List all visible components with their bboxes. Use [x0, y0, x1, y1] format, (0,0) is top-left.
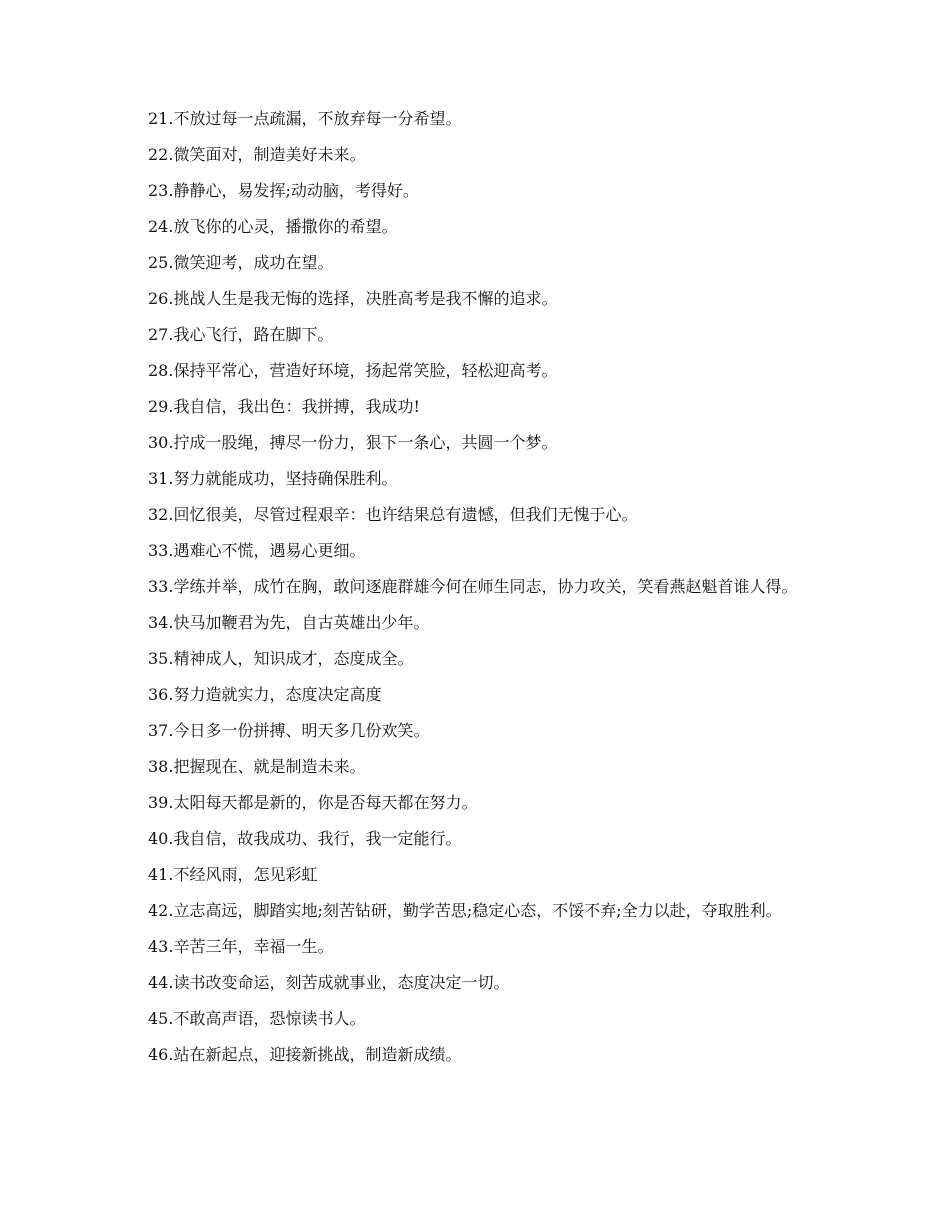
list-item: 31.努力就能成功，坚持确保胜利。 — [148, 469, 398, 488]
list-item: 46.站在新起点，迎接新挑战，制造新成绩。 — [148, 1045, 462, 1064]
list-item: 45.不敢高声语，恐惊读书人。 — [148, 1009, 366, 1028]
list-item: 33.学练并举，成竹在胸，敢问逐鹿群雄今何在师生同志，协力攻关，笑看燕赵魁首谁人得。 — [148, 577, 798, 596]
list-item: 42.立志高远，脚踏实地;刻苦钻研，勤学苦思;稳定心态，不馁不弃;全力以赴，夺取胜利。 — [148, 901, 782, 920]
list-item: 32.回忆很美，尽管过程艰辛：也许结果总有遗憾，但我们无愧于心。 — [148, 505, 638, 524]
list-item: 41.不经风雨，怎见彩虹 — [148, 865, 318, 884]
list-item: 23.静静心，易发挥;动动脑，考得好。 — [148, 181, 419, 200]
list-item: 43.辛苦三年，幸福一生。 — [148, 937, 334, 956]
list-item: 44.读书改变命运，刻苦成就事业，态度决定一切。 — [148, 973, 510, 992]
document-body — [112, 110, 827, 1082]
list-item: 37.今日多一份拼搏、明天多几份欢笑。 — [148, 721, 430, 740]
list-item: 29.我自信，我出色：我拼搏，我成功! — [148, 397, 420, 416]
list-item: 28.保持平常心，营造好环境，扬起常笑脸，轻松迎高考。 — [148, 361, 558, 380]
list-item: 24.放飞你的心灵，播撒你的希望。 — [148, 217, 398, 236]
list-item: 21.不放过每一点疏漏，不放弃每一分希望。 — [148, 109, 462, 128]
list-item: 39.太阳每天都是新的，你是否每天都在努力。 — [148, 793, 478, 812]
list-item: 38.把握现在、就是制造未来。 — [148, 757, 366, 776]
list-item: 22.微笑面对，制造美好未来。 — [148, 145, 366, 164]
list-item: 35.精神成人，知识成才，态度成全。 — [148, 649, 414, 668]
list-item: 30.拧成一股绳，搏尽一份力，狠下一条心，共圆一个梦。 — [148, 433, 558, 452]
list-item: 40.我自信，故我成功、我行，我一定能行。 — [148, 829, 462, 848]
list-item: 27.我心飞行，路在脚下。 — [148, 325, 334, 344]
list-item: 33.遇难心不慌，遇易心更细。 — [148, 541, 366, 560]
list-item: 36.努力造就实力，态度决定高度 — [148, 685, 382, 704]
list-item: 25.微笑迎考，成功在望。 — [148, 253, 334, 272]
list-item: 26.挑战人生是我无悔的选择，决胜高考是我不懈的追求。 — [148, 289, 558, 308]
list-item: 34.快马加鞭君为先，自古英雄出少年。 — [148, 613, 430, 632]
